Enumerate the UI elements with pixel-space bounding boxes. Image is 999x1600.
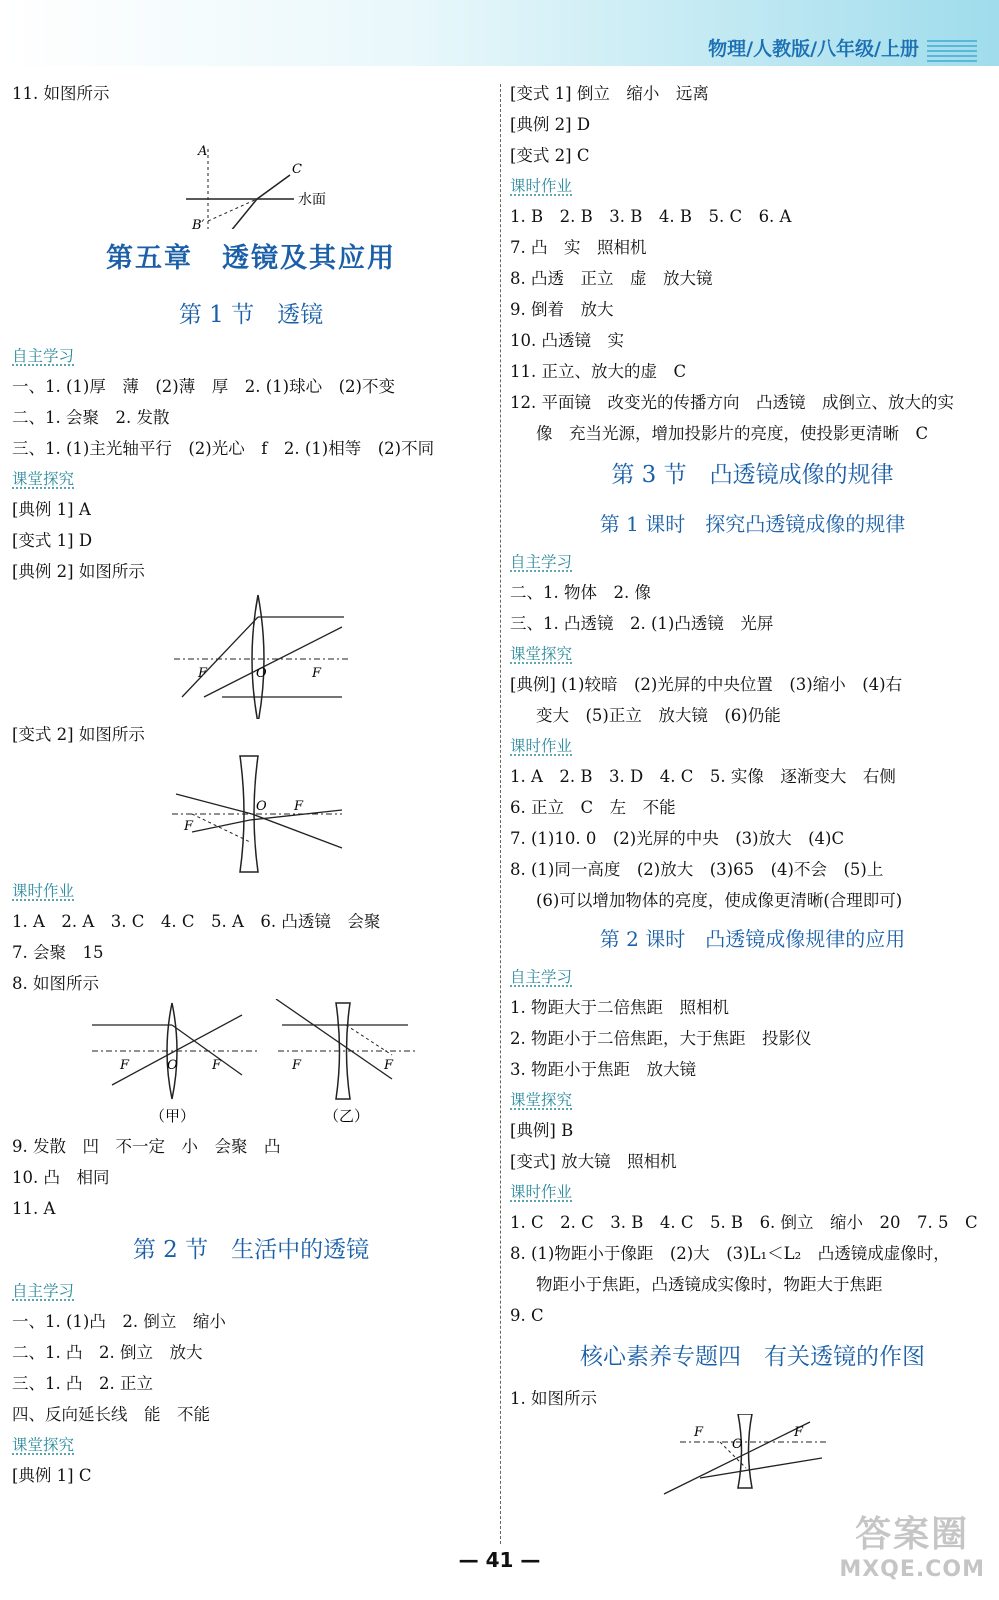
answer-line: 8. (1)同一高度 (2)放大 (3)65 (4)不会 (5)上 xyxy=(510,860,884,879)
label-f-right: F xyxy=(384,1058,394,1073)
answer-line: 1. A 2. A 3. C 4. C 5. A 6. 凸透镜 会聚 xyxy=(12,912,381,931)
section-title: 第 1 节 透镜 xyxy=(178,302,324,328)
answer-line: 1. 物距大于二倍焦距 照相机 xyxy=(510,998,729,1017)
answer-line: 9. 发散 凹 不一定 小 会聚 凸 xyxy=(12,1137,281,1156)
column-divider xyxy=(500,84,501,1544)
answer-line: 三、1. 凸 2. 正立 xyxy=(12,1374,153,1393)
concave-lens-figure xyxy=(12,750,490,876)
special-topic-title: 核心素养专题四 有关透镜的作图 xyxy=(580,1344,925,1370)
chapter-title: 第五章 透镜及其应用 xyxy=(106,243,396,274)
answer-line: 像 充当光源，增加投影片的亮度，使投影更清晰 C xyxy=(536,424,929,443)
section-title: 第 2 节 生活中的透镜 xyxy=(132,1237,370,1263)
figure-label-jia: （甲） xyxy=(150,1107,196,1125)
section-label: 课时作业 xyxy=(510,177,573,195)
section-label: 课堂探究 xyxy=(510,645,573,663)
label-o: O xyxy=(732,1437,743,1452)
answer-line: 8. 凸透 正立 虚 放大镜 xyxy=(510,269,713,288)
answer-line: 8. 如图所示 xyxy=(12,974,99,993)
answer-line: 7. 会聚 15 xyxy=(12,943,104,962)
answer-line: 四、反向延长线 能 不能 xyxy=(12,1405,210,1424)
answer-line: 9. 倒着 放大 xyxy=(510,300,614,319)
water-refraction-diagram xyxy=(12,109,490,229)
answer-line: 10. 凸透镜 实 xyxy=(510,331,624,350)
answer-line: [变式 1] D xyxy=(12,531,93,550)
answer-line: 8. (1)物距小于像距 (2)大 (3)L₁＜L₂ 凸透镜成虚像时， xyxy=(510,1244,950,1263)
answer-line: [典例] B xyxy=(510,1121,574,1140)
section-label: 课堂探究 xyxy=(510,1091,573,1109)
answer-line: 11. 如图所示 xyxy=(12,84,110,103)
answer-line: 1. A 2. B 3. D 4. C 5. 实像 逐渐变大 右侧 xyxy=(510,767,896,786)
answer-line: 2. 物距小于二倍焦距，大于焦距 投影仪 xyxy=(510,1029,812,1048)
section-label: 自主学习 xyxy=(12,347,75,365)
answer-line: [典例 1] C xyxy=(12,1466,92,1485)
answer-line: 1. C 2. C 3. B 4. C 5. B 6. 倒立 缩小 20 7. 5 C xyxy=(510,1213,978,1232)
left-column xyxy=(12,78,490,1491)
special-lens-figure xyxy=(510,1414,995,1500)
lesson-title: 第 1 课时 探究凸透镜成像的规律 xyxy=(599,512,906,536)
answer-line: 3. 物距小于焦距 放大镜 xyxy=(510,1060,696,1079)
convex-lens-figure xyxy=(12,587,490,719)
section-label: 自主学习 xyxy=(510,553,573,571)
lesson-title: 第 2 课时 凸透镜成像规律的应用 xyxy=(599,927,906,951)
answer-line: 7. 凸 实 照相机 xyxy=(510,238,647,257)
answer-line: [典例 2] D xyxy=(510,115,591,134)
label-f-left: F xyxy=(120,1058,130,1073)
answer-line: 一、1. (1)厚 薄 (2)薄 厚 2. (1)球心 (2)不变 xyxy=(12,377,395,396)
section-label: 自主学习 xyxy=(510,968,573,986)
label-o: O xyxy=(256,666,267,681)
special-lens-diagram xyxy=(510,1414,995,1500)
section-label: 自主学习 xyxy=(12,1282,75,1300)
figure-label-yi: （乙） xyxy=(324,1107,370,1125)
label-f-right: F xyxy=(794,1425,804,1440)
answer-line: [变式 2] 如图所示 xyxy=(12,725,145,744)
answer-line: 11. A xyxy=(12,1199,56,1218)
answer-line: [典例 2] 如图所示 xyxy=(12,562,145,581)
lens-pair-diagram xyxy=(12,999,490,1131)
label-o: O xyxy=(256,799,267,814)
label-o: O xyxy=(167,1058,178,1073)
label-b-prime: B′ xyxy=(192,218,205,229)
answer-line: 1. B 2. B 3. B 4. B 5. C 6. A xyxy=(510,207,792,226)
answer-line: 1. 如图所示 xyxy=(510,1389,597,1408)
page-number: — 41 — xyxy=(458,1548,541,1572)
label-f-left: F xyxy=(184,819,194,834)
answer-line: 一、1. (1)凸 2. 倒立 缩小 xyxy=(12,1312,226,1331)
label-a: A xyxy=(198,144,208,159)
section-title: 第 3 节 凸透镜成像的规律 xyxy=(611,462,894,488)
label-f-right: F xyxy=(294,799,304,814)
answer-line: 7. (1)10. 0 (2)光屏的中央 (3)放大 (4)C xyxy=(510,829,845,848)
answer-line: [典例] (1)较暗 (2)光屏的中央位置 (3)缩小 (4)右 xyxy=(510,675,903,694)
water-refraction-figure xyxy=(12,109,490,229)
watermark-url: MXQE.COM xyxy=(839,1557,985,1582)
page-header xyxy=(0,0,999,66)
label-water-surface: 水面 xyxy=(298,192,326,208)
answer-line: 二、1. 会聚 2. 发散 xyxy=(12,408,170,427)
answer-line: 二、1. 物体 2. 像 xyxy=(510,583,651,602)
lens-pair-figure xyxy=(12,999,490,1131)
label-f-right: F xyxy=(212,1058,222,1073)
answer-line: 12. 平面镜 改变光的传播方向 凸透镜 成倒立、放大的实 xyxy=(510,393,954,412)
answer-line: (6)可以增加物体的亮度，使成像更清晰(合理即可) xyxy=(536,891,903,910)
watermark-text: 答案圈 xyxy=(855,1514,970,1555)
label-f-right: F xyxy=(312,666,322,681)
answer-line: 11. 正立、放大的虚 C xyxy=(510,362,687,381)
answer-line: 变大 (5)正立 放大镜 (6)仍能 xyxy=(536,706,781,725)
answer-line: 二、1. 凸 2. 倒立 放大 xyxy=(12,1343,203,1362)
answer-line: 6. 正立 C 左 不能 xyxy=(510,798,676,817)
label-f-left: F xyxy=(198,666,208,681)
section-label: 课时作业 xyxy=(510,1183,573,1201)
answer-line: [变式 1] 倒立 缩小 远离 xyxy=(510,84,709,103)
answer-line: 三、1. (1)主光轴平行 (2)光心 f 2. (1)相等 (2)不同 xyxy=(12,439,435,458)
convex-lens-diagram xyxy=(12,587,490,719)
answer-line: [变式 2] C xyxy=(510,146,590,165)
label-f-left: F xyxy=(694,1425,704,1440)
section-label: 课时作业 xyxy=(12,882,75,900)
section-label: 课时作业 xyxy=(510,737,573,755)
concave-lens-diagram xyxy=(12,750,490,876)
section-label: 课堂探究 xyxy=(12,470,75,488)
header-title: 物理/人教版/八年级/上册 xyxy=(708,38,919,60)
answer-line: [变式] 放大镜 照相机 xyxy=(510,1152,677,1171)
watermark-logo xyxy=(839,1506,985,1582)
answer-line: 10. 凸 相同 xyxy=(12,1168,110,1187)
right-column xyxy=(510,78,995,1500)
answer-line: 物距小于焦距，凸透镜成实像时，物距大于焦距 xyxy=(536,1275,883,1294)
section-label: 课堂探究 xyxy=(12,1436,75,1454)
answer-line: 9. C xyxy=(510,1306,544,1325)
label-c: C xyxy=(292,162,302,177)
header-stripes-decoration xyxy=(927,40,977,62)
answer-line: 三、1. 凸透镜 2. (1)凸透镜 光屏 xyxy=(510,614,774,633)
label-f-left: F xyxy=(292,1058,302,1073)
answer-line: [典例 1] A xyxy=(12,500,91,519)
